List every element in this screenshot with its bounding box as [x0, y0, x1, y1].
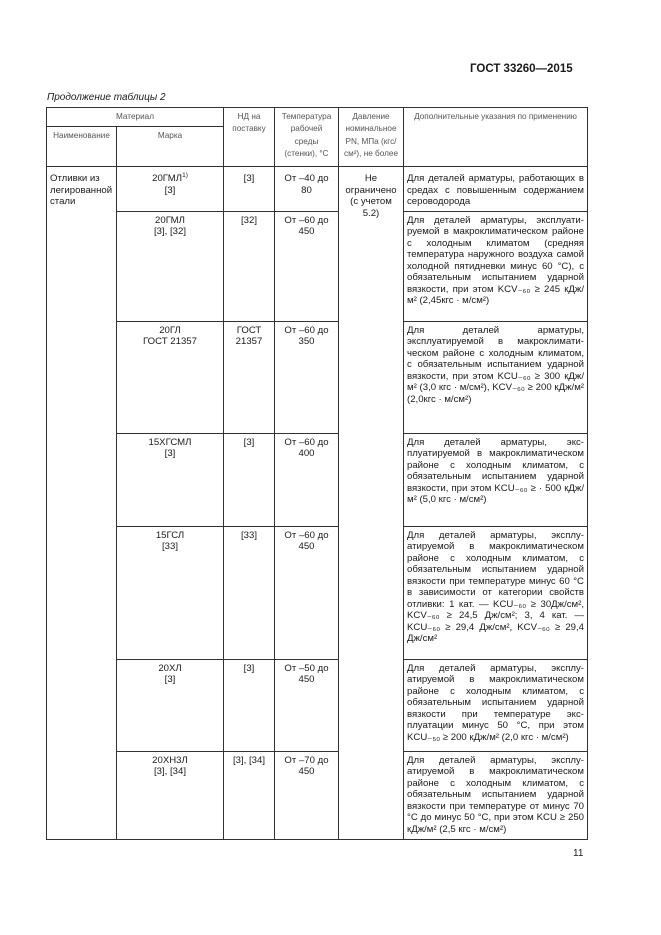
col-temp-header: Температура рабочей среды (стенки), °С [275, 108, 339, 167]
grade-ref: ГОСТ 21357 [143, 336, 197, 348]
nd-cell: [3] [224, 659, 275, 751]
header-row-1 [47, 108, 588, 127]
table-row [47, 751, 588, 839]
table-row [47, 433, 588, 526]
table-row [47, 659, 588, 751]
grade-name: 20ГМЛ [152, 173, 183, 185]
temp-cell: От –60 до 400 [275, 433, 339, 526]
grade-name: 20ХН3Л [152, 754, 188, 766]
pressure-cell: Не ограничено (с учетом 5.2) [339, 167, 404, 840]
temp-cell: От –50 до 450 [275, 659, 339, 751]
group-name-cell: Отливки из легированной стали [47, 167, 117, 840]
materials-table [46, 107, 588, 840]
grade-name: 15ХГСМЛ [148, 436, 192, 448]
table-row [47, 211, 588, 321]
note-cell: Для деталей арматуры, работающих в средах с повышенным содержанием сероводорода [404, 167, 588, 212]
note-cell: Для деталей арматуры, эксплуатируемой в макроклиматическом районе с холодным климатом, с обязательным испытанием ударной вязкости, при этом KCU₋₆₀ ≥ · 500 кДж/м² (5,0 кгс · м/см²) [404, 433, 588, 526]
grade-ref: [3] [164, 674, 176, 686]
grade-name: 20ГЛ [159, 324, 181, 336]
grade-name: 15ГСЛ [155, 529, 185, 541]
table-row [47, 321, 588, 433]
table-row [47, 167, 588, 212]
note-cell: Для деталей арматуры, эксплуатируемой в макроклиматическом районе с холодным климатом, с обязательным испытанием ударной вязкости при температуре минус 60 °С в зависимости от категории свойств отливки: 1 кат. — KCU₋₆₀ ≥ 30Дж/см², KCV₋₆₀ ≥ 24,5 Дж/см²; 3, 4 кат. — KCU₋₆₀ ≥ 29,4 Дж/см², KCV₋₆₀ ≥ 29,4 Дж/см² [404, 526, 588, 659]
grade-footnote: 1) [182, 172, 188, 180]
table-caption: Продолжение таблицы 2 [47, 92, 166, 103]
nd-cell: [33] [224, 526, 275, 659]
grade-cell [117, 526, 224, 659]
grade-ref: [33] [161, 541, 178, 553]
note-cell: Для деталей арматуры, эксплуатируемой в макроклиматическом районе с холодным климатом, с обязательным испытанием ударной вязкости при температуре эксплуатации минус 50 °С, при этом KCU₋₅₀ ≥ 200 кДж/м² (2,0 кгс · м/см²) [404, 659, 588, 751]
grade-name: 20ГМЛ [155, 214, 185, 226]
grade-name: 20ХЛ [158, 662, 182, 674]
grade-ref: [3], [32] [154, 226, 186, 238]
table-row [47, 526, 588, 659]
grade-cell [117, 751, 224, 839]
temp-cell: От –60 до 350 [275, 321, 339, 433]
col-notes-header: Дополнительные указания по применению [404, 108, 588, 167]
note-cell: Для деталей арматуры, эксплуатируемой в макроклиматическом районе с холодным климатом, с обязательным испытанием ударной вязкости при температуре от минус 70 °С до минус 50 °С, при этом KCU ≥ 250 кДж/м² (2,5 кгс · м/см²) [404, 751, 588, 839]
standard-header: ГОСТ 33260—2015 [470, 63, 573, 75]
note-cell: Для деталей арматуры, эксплуатируемой в макроклиматическом районе с холодным климатом (средняя температура наружного воздуха самой холодной пятидневки минус 60 °С), с обязательным испытанием ударной вязкости, при этом KCV₋₆₀ ≥ 245 кДж/м² (2,45кгс · м/см²) [404, 211, 588, 321]
nd-cell: [3] [224, 167, 275, 212]
grade-ref: [3], [34] [154, 766, 186, 778]
grade-cell [117, 659, 224, 751]
col-grade-header: Марка [117, 127, 224, 167]
col-pressure-header: Давление номинальное PN, МПа (кгс/см²), не более [339, 108, 404, 167]
grade-cell [117, 433, 224, 526]
temp-cell: От –70 до 450 [275, 751, 339, 839]
temp-cell: От –40 до 80 [275, 167, 339, 212]
grade-ref: [3] [164, 448, 176, 460]
temp-cell: От –60 до 450 [275, 526, 339, 659]
grade-ref: [3] [164, 184, 176, 196]
col-name-header: Наименование [47, 127, 117, 167]
nd-cell: [32] [224, 211, 275, 321]
grade-cell [117, 321, 224, 433]
nd-cell: ГОСТ 21357 [224, 321, 275, 433]
grade-cell [117, 167, 224, 212]
nd-cell: [3] [224, 433, 275, 526]
grade-cell [117, 211, 224, 321]
page-number: 11 [573, 848, 584, 859]
col-nd-header: НД на поставку [224, 108, 275, 167]
note-cell: Для деталей арматуры, эксплуатируемой в макроклиматическом районе с холодным климатом, с обязательным испытанием ударной вязкости, при этом KCU₋₆₀ ≥ 300 кДж/м² (3,0 кгс · м/см²), KCV₋₆₀ ≥ 200 кДж/м² (2,0кгс · м/см²) [404, 321, 588, 433]
col-material-header: Материал [47, 108, 224, 127]
temp-cell: От –60 до 450 [275, 211, 339, 321]
nd-cell: [3], [34] [224, 751, 275, 839]
